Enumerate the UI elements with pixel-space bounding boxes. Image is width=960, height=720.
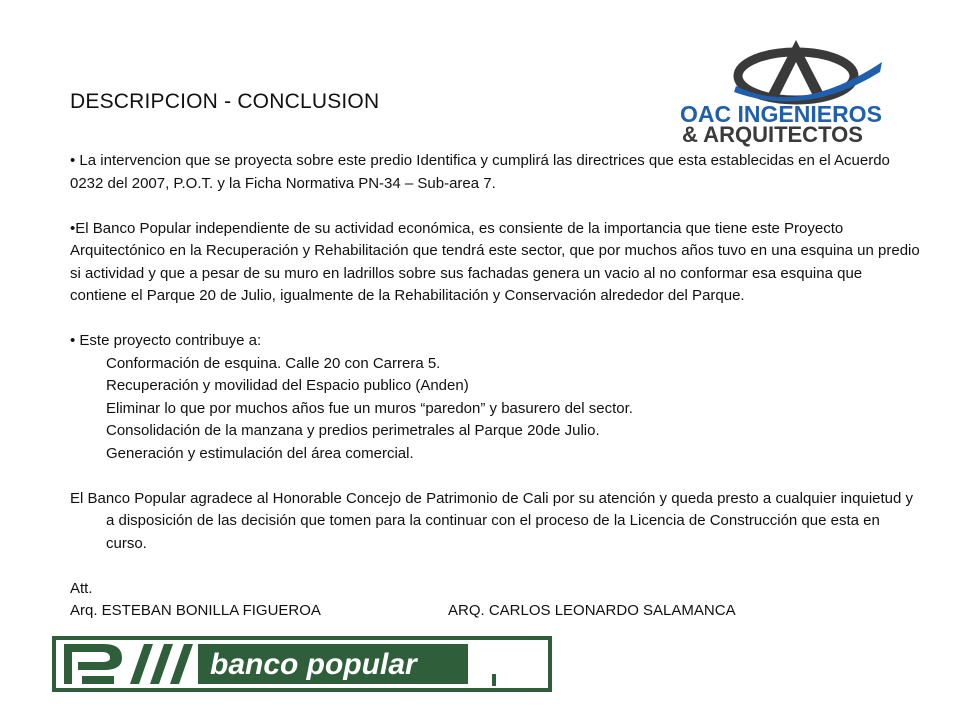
oac-logo-text-1: OAC INGENIEROS xyxy=(680,101,882,127)
slide-body xyxy=(70,150,920,623)
bullet-banco-popular: •El Banco Popular independiente de su actividad económica, es consiente de la importancia que tiene este Proyecto Arquitectónico en la Recuperación y Rehabilitación que tendrá este sector, que por muchos años tuvo en una esquina un predio si actividad y que a pesar de su muro en ladrillos sobre sus fachadas genera un vacio al no conformar esa esquina que contiene el Parque 20 de Julio, igualmente de la Rehabilitación y Conservación alrededor del Parque. xyxy=(70,219,920,304)
contribution-item: Generación y estimulación del área comercial. xyxy=(106,444,414,462)
banco-popular-logo xyxy=(52,636,552,692)
oac-logo-text-2: & ARQUITECTOS xyxy=(682,122,863,147)
bullet-intervencion: • La intervencion que se proyecta sobre este predio Identifica y cumplirá las directrices que esta establecidas en el Acuerdo 0232 del 2007, P.O.T. y la Ficha Normativa PN-34 – Sub-area 7. xyxy=(70,152,890,192)
thanks-paragraph: El Banco Popular agradece al Honorable Concejo de Patrimonio de Cali por su atención y queda presto a cualquier inquietud y a disposición de las decisión que tomen para la continuar con el proceso de la Licencia de Construcción que esta en curso. xyxy=(70,489,914,552)
banco-popular-tick xyxy=(492,674,496,686)
contribution-item: Eliminar lo que por muchos años fue un muros “paredon” y basurero del sector. xyxy=(106,399,633,417)
signature-row xyxy=(70,600,920,623)
banco-popular-name: banco popular xyxy=(210,648,417,681)
bullet-contribuye: • Este proyecto contribuye a: xyxy=(70,332,262,349)
contribution-item: Conformación de esquina. Calle 20 con Carrera 5. xyxy=(106,354,441,372)
oac-logo-a-shape xyxy=(766,40,826,98)
oac-logo xyxy=(676,36,916,148)
signer-right: ARQ. CARLOS LEONARDO SALAMANCA xyxy=(448,602,736,619)
att-label: Att. xyxy=(70,579,93,597)
signer-left: Arq. ESTEBAN BONILLA FIGUEROA xyxy=(70,602,321,619)
contribution-item: Recuperación y movilidad del Espacio publico (Anden) xyxy=(106,377,469,394)
slide-title: DESCRIPCION - CONCLUSION xyxy=(70,90,380,113)
contribution-item: Consolidación de la manzana y predios perimetrales al Parque 20de Julio. xyxy=(106,422,600,439)
